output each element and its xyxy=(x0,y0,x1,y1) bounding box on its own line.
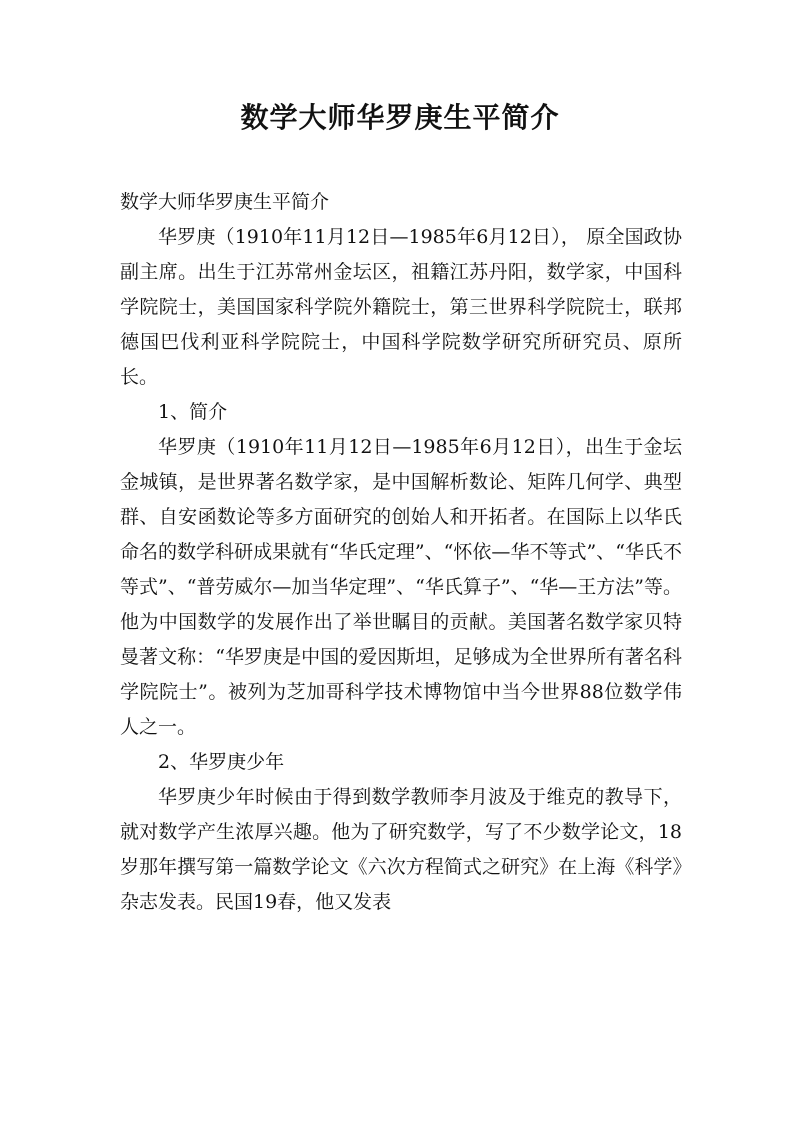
intro-paragraph: 华罗庚（1910年11月12日—1985年6月12日）， 原全国政协副主席。出生于江苏常州金坛区，祖籍江苏丹阳，数学家，中国科学院院士，美国国家科学院外籍院士，第三世界科学院院士，联邦德国巴伐利亚科学院院士，中国科学院数学研究所研究员、原所长。 xyxy=(120,226,682,388)
section-heading-intro: 1、简介 xyxy=(158,401,228,423)
section-heading-youth: 2、华罗庚少年 xyxy=(158,751,285,773)
document-subtitle: 数学大师华罗庚生平简介 xyxy=(120,191,330,213)
document-title: 数学大师华罗庚生平简介 xyxy=(240,101,560,134)
document-body xyxy=(120,185,682,920)
section-paragraph-intro: 华罗庚（1910年11月12日—1985年6月12日），出生于金坛金城镇，是世界著名数学家，是中国解析数论、矩阵几何学、典型群、自安函数论等多方面研究的创始人和开拓者。在国际上以华氏命名的数学科研成果就有“华氏定理”、“怀依—华不等式”、“华氏不等式”、“普劳威尔—加当华定理”、“华氏算子”、“华—王方法”等。他为中国数学的发展作出了举世瞩目的贡献。美国著名数学家贝特曼著文称：“华罗庚是中国的爱因斯坦，足够成为全世界所有著名科学院院士”。被列为芝加哥科学技术博物馆中当今世界88位数学伟人之一。 xyxy=(120,436,682,738)
section-paragraph-youth: 华罗庚少年时候由于得到数学教师李月波及于维克的教导下，就对数学产生浓厚兴趣。他为了研究数学，写了不少数学论文，18岁那年撰写第一篇数学论文《六次方程简式之研究》在上海《科学》杂志发表。民国19春，他又发表 xyxy=(120,786,682,913)
